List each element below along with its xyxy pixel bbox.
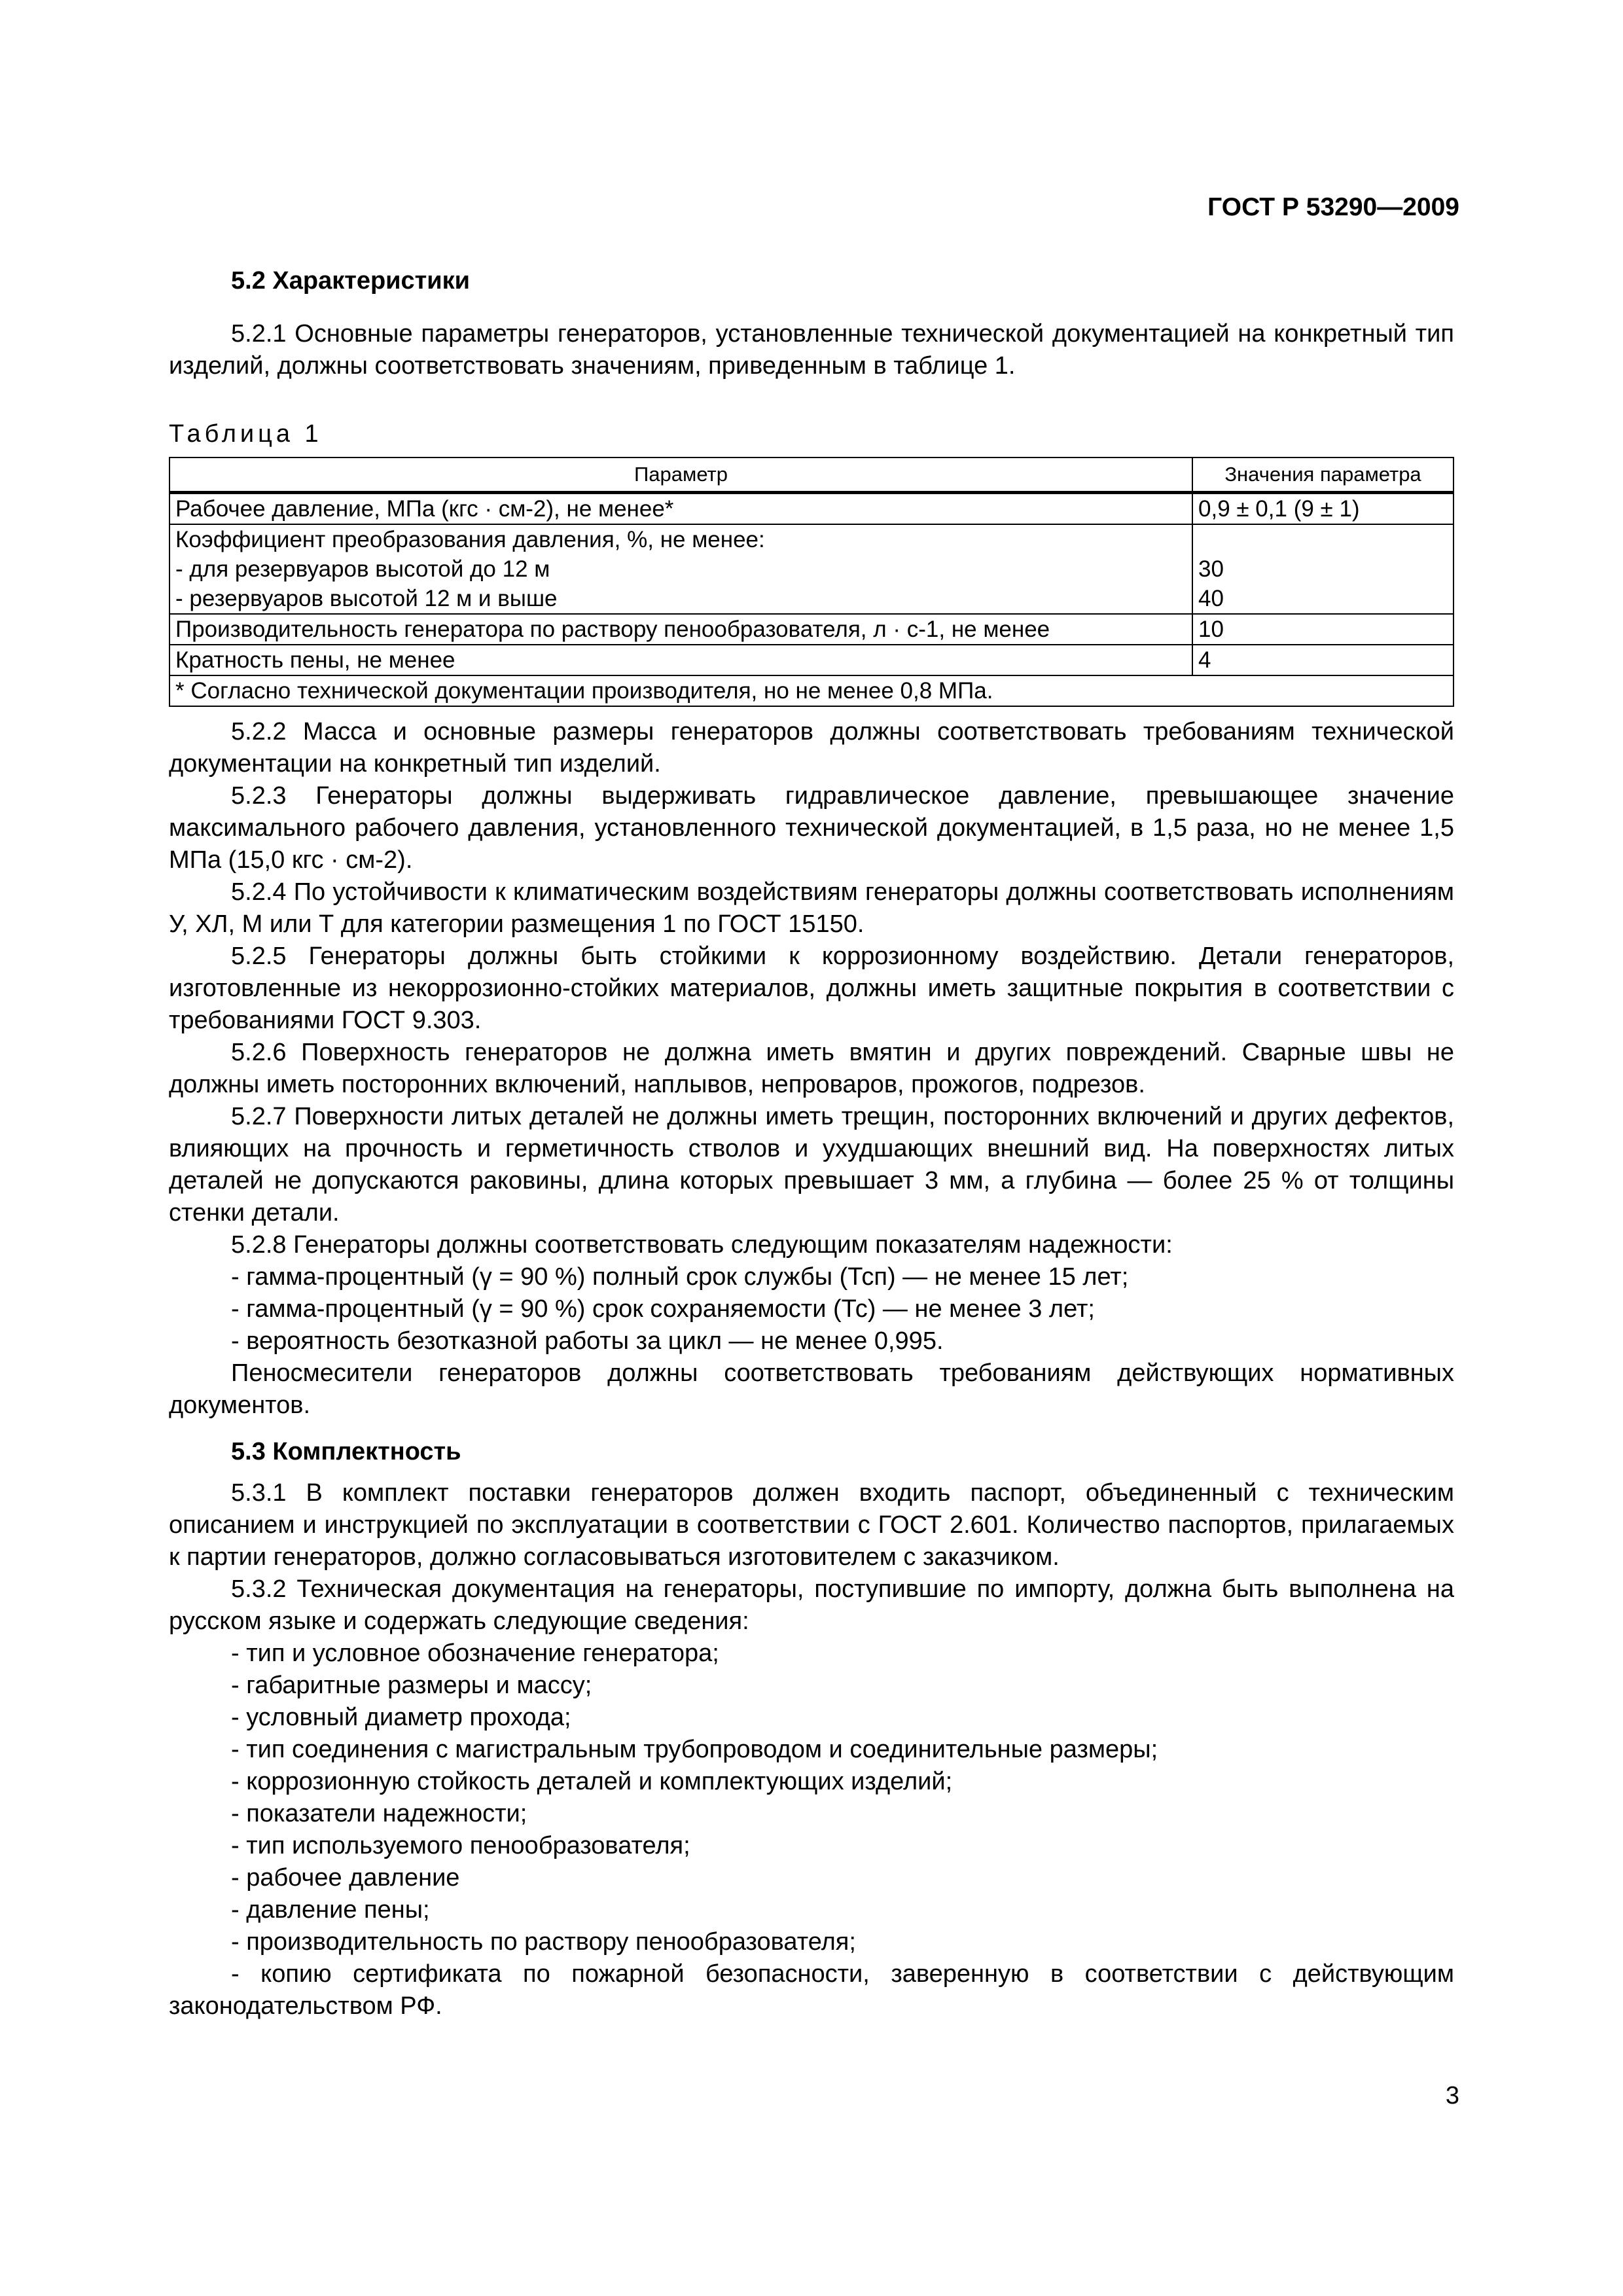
column-header-parameter: Параметр — [169, 457, 1192, 493]
table-row — [169, 645, 1454, 675]
list-item: - копию сертификата по пожарной безопасности, заверенную в соответствии с действующим законодательством РФ. — [169, 1960, 1454, 2020]
list-item: - тип и условное обозначение генератора; — [231, 1640, 719, 1667]
list-item: - производительность по раствору пенообразователя; — [231, 1928, 856, 1956]
document-body — [169, 265, 1454, 2022]
table-row — [169, 524, 1454, 614]
table-cell-text: - резервуаров высотой 12 м и выше — [175, 586, 558, 611]
parameters-table — [169, 457, 1454, 707]
section-heading-5-3: 5.3 Комплектность — [231, 1438, 461, 1465]
table-caption: Таблица 1 — [169, 420, 323, 448]
table-header-row — [169, 457, 1454, 493]
paragraph-foam-mixers: Пеносмесители генераторов должны соответствовать требованиям действующих нормативных документов. — [169, 1359, 1454, 1419]
column-header-value: Значения параметра — [1192, 457, 1454, 493]
table-cell-text: - для резервуаров высотой до 12 м — [175, 556, 550, 582]
list-item: - гамма-процентный (γ = 90 %) полный срок службы (Тсп) — не менее 15 лет; — [231, 1263, 1129, 1291]
paragraph-5-2-5: 5.2.5 Генераторы должны быть стойкими к коррозионному воздействию. Детали генераторов, изготовленные из некоррозионно-стойких материалов, должны иметь защитные покрытия в соответствии с требованиями ГОСТ 9.303. — [169, 942, 1454, 1034]
list-item: - рабочее давление — [231, 1864, 460, 1892]
paragraph-5-2-4: 5.2.4 По устойчивости к климатическим воздействиям генераторы должны соответствовать исполнениям У, ХЛ, М или Т для категории размещения 1 по ГОСТ 15150. — [169, 878, 1454, 938]
table-row — [169, 614, 1454, 645]
table-cell-text: Коэффициент преобразования давления, %, не менее: — [175, 527, 765, 552]
table-cell-value: 4 — [1192, 645, 1454, 675]
table-cell-value — [1192, 524, 1454, 614]
paragraph-5-2-1: 5.2.1 Основные параметры генераторов, установленные технической документацией на конкретный тип изделий, должны соответствовать значениям, приведенным в таблице 1. — [169, 320, 1454, 380]
table-row — [169, 493, 1454, 525]
paragraph-5-3-2: 5.3.2 Техническая документация на генераторы, поступившие по импорту, должна быть выполнена на русском языке и содержать следующие сведения: — [169, 1575, 1454, 1635]
section-heading-5-2: 5.2 Характеристики — [231, 267, 471, 295]
list-item: - условный диаметр прохода; — [231, 1704, 571, 1731]
table-cell-param: Рабочее давление, МПа (кгс · см-2), не менее* — [169, 493, 1192, 525]
paragraph-5-2-7: 5.2.7 Поверхности литых деталей не должны иметь трещин, посторонних включений и других дефектов, влияющих на прочность и герметичность стволов и ухудшающих внешний вид. На поверхностях литых деталей не допускаются раковины, длина которых превышает 3 мм, а глубина — более 25 % от толщины стенки детали. — [169, 1103, 1454, 1227]
paragraph-5-3-1: 5.3.1 В комплект поставки генераторов должен входить паспорт, объединенный с техническим описанием и инструкцией по эксплуатации в соответствии с ГОСТ 2.601. Количество паспортов, прилагаемых к партии генераторов, должно согласовываться изготовителем с заказчиком. — [169, 1479, 1454, 1571]
list-item: - коррозионную стойкость деталей и комплектующих изделий; — [231, 1768, 953, 1795]
table-footnote: * Согласно технической документации производителя, но не менее 0,8 МПа. — [169, 675, 1454, 706]
table-cell-param: Производительность генератора по раствору пенообразователя, л · с-1, не менее — [169, 614, 1192, 645]
list-item: - гамма-процентный (γ = 90 %) срок сохраняемости (Тс) — не менее 3 лет; — [231, 1295, 1095, 1323]
table-cell-text: 40 — [1198, 586, 1224, 611]
requirements-list — [169, 1638, 1454, 2022]
paragraph-5-2-6: 5.2.6 Поверхность генераторов не должна иметь вмятин и других повреждений. Сварные швы не должны иметь посторонних включений, наплывов, непроваров, прожогов, подрезов. — [169, 1039, 1454, 1098]
list-item: - давление пены; — [231, 1896, 430, 1924]
table-cell-text — [1198, 525, 1448, 554]
table-footnote-row — [169, 675, 1454, 706]
list-item: - вероятность безотказной работы за цикл — не менее 0,995. — [231, 1327, 944, 1355]
paragraph-5-2-3: 5.2.3 Генераторы должны выдерживать гидравлическое давление, превышающее значение максимального рабочего давления, установленного технической документацией, в 1,5 раза, но не менее 1,5 МПа (15,0 кгс · см-2). — [169, 782, 1454, 874]
table-cell-param: Кратность пены, не менее — [169, 645, 1192, 675]
table-cell-param — [169, 524, 1192, 614]
table-cell-text: 30 — [1198, 556, 1224, 582]
list-item: - габаритные размеры и массу; — [231, 1672, 592, 1699]
paragraph-5-2-8: 5.2.8 Генераторы должны соответствовать следующим показателям надежности: — [231, 1231, 1173, 1259]
document-designation: ГОСТ Р 53290—2009 — [1207, 193, 1459, 221]
page-number: 3 — [1445, 2082, 1459, 2109]
table-cell-value: 10 — [1192, 614, 1454, 645]
list-item: - показатели надежности; — [231, 1800, 527, 1827]
paragraph-5-2-2: 5.2.2 Масса и основные размеры генераторов должны соответствовать требованиям технической документации на конкретный тип изделий. — [169, 718, 1454, 778]
list-item: - тип соединения с магистральным трубопроводом и соединительные размеры; — [231, 1736, 1158, 1763]
list-item: - тип используемого пенообразователя; — [231, 1832, 690, 1859]
table-cell-value: 0,9 ± 0,1 (9 ± 1) — [1192, 493, 1454, 525]
